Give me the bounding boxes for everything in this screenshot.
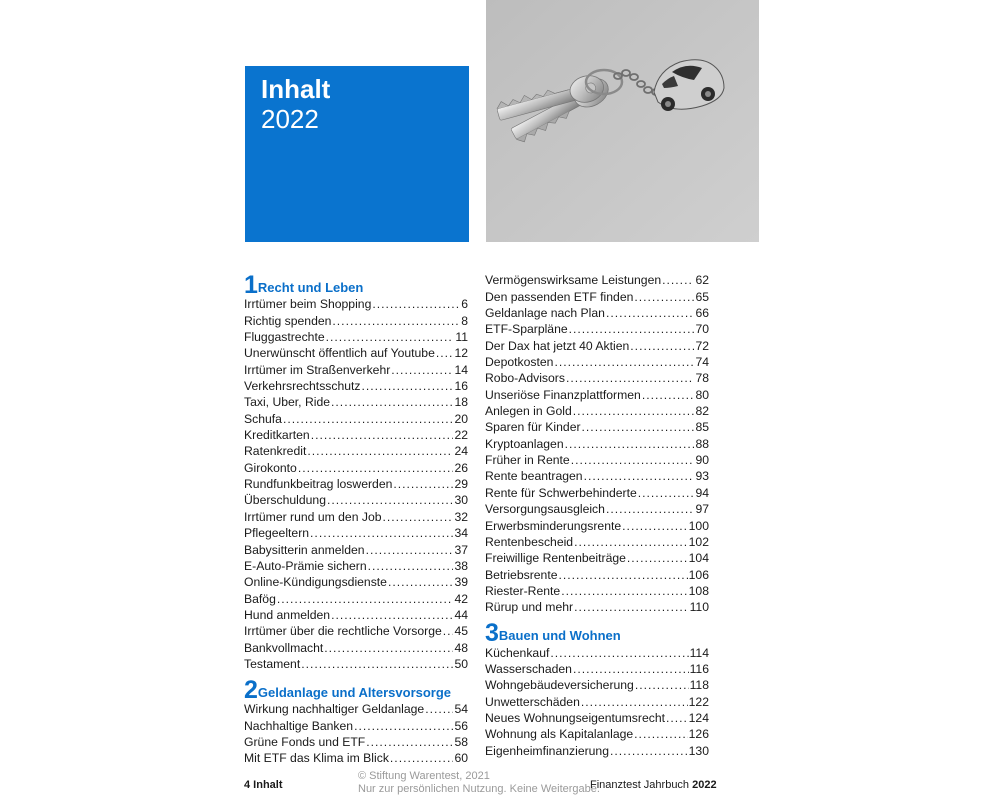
section-number: 2 <box>244 675 257 704</box>
toc-entry-title: Irrtümer im Straßenverkehr <box>244 362 391 377</box>
toc-entry-title: Depotkosten <box>485 355 554 370</box>
dot-leader <box>627 550 688 566</box>
toc-entry-page: 50 <box>454 656 468 671</box>
dot-leader <box>307 443 453 459</box>
toc-entry-title: Irrtümer rund um den Job <box>244 509 382 524</box>
toc-entry[interactable] <box>244 525 468 541</box>
toc-entry-page: 56 <box>454 718 468 733</box>
toc-entry-page: 30 <box>454 493 468 508</box>
toc-entry-page: 72 <box>695 338 709 353</box>
toc-entry-title: Unwetterschäden <box>485 694 580 709</box>
toc-entry-page: 60 <box>454 751 468 766</box>
toc-entry-title: Mit ETF das Klima im Blick <box>244 751 389 766</box>
toc-entry-page: 100 <box>688 518 709 533</box>
toc-entry-page: 74 <box>695 355 709 370</box>
dot-leader <box>581 694 688 710</box>
toc-entry-title: Eigenheimfinanzierung <box>485 743 609 758</box>
toc-entry-page: 97 <box>695 502 709 517</box>
toc-entry-title: Nachhaltige Banken <box>244 718 354 733</box>
keys-car-keychain-image <box>486 0 759 242</box>
toc-entry-page: 45 <box>454 624 468 639</box>
section-title: Geldanlage und Altersvorsorge <box>257 684 452 700</box>
toc-entry-page: 82 <box>695 404 709 419</box>
toc-entry[interactable] <box>485 534 709 550</box>
keys-photo <box>486 0 759 242</box>
toc-entry[interactable] <box>485 661 709 677</box>
toc-entry-page: 94 <box>695 485 709 500</box>
toc-entry[interactable] <box>485 693 709 709</box>
toc-entry-title: Erwerbsminderungsrente <box>485 518 622 533</box>
page-number-label: 4 Inhalt <box>244 779 283 791</box>
toc-entry[interactable] <box>244 378 468 394</box>
toc-entry[interactable] <box>244 734 468 750</box>
dot-leader <box>574 534 688 550</box>
toc-entry[interactable] <box>485 644 709 660</box>
toc-entry-title: Babysitterin anmelden <box>244 542 365 557</box>
toc-entry[interactable] <box>244 394 468 410</box>
dot-leader <box>324 640 453 656</box>
toc-entry-page: 126 <box>688 727 709 742</box>
toc-entry-title: Verkehrsrechtsschutz <box>244 379 361 394</box>
toc-entry-page: 44 <box>454 607 468 622</box>
dot-leader <box>635 677 689 693</box>
dot-leader <box>630 338 694 354</box>
toc-column-left <box>244 272 468 766</box>
dot-leader <box>584 468 695 484</box>
dot-leader <box>606 305 695 321</box>
dot-leader <box>277 591 454 607</box>
dot-leader <box>366 734 453 750</box>
toc-entry[interactable] <box>244 459 468 475</box>
toc-entry-page: 16 <box>454 379 468 394</box>
toc-entry[interactable] <box>244 574 468 590</box>
toc-entry-page: 116 <box>689 661 709 676</box>
dot-leader <box>372 296 460 312</box>
toc-entry-title: Irrtümer beim Shopping <box>244 297 372 312</box>
toc-entry[interactable] <box>244 296 468 312</box>
dot-leader <box>354 718 453 734</box>
toc-entry-page: 124 <box>688 710 709 725</box>
toc-entry-page: 39 <box>454 575 468 590</box>
toc-entry[interactable] <box>485 677 709 693</box>
toc-entry-title: Fluggastrechte <box>244 330 325 345</box>
toc-entry[interactable] <box>244 443 468 459</box>
toc-entry-page: 34 <box>454 526 468 541</box>
toc-entry[interactable] <box>485 566 709 582</box>
dot-leader <box>390 750 454 766</box>
toc-entry-page: 37 <box>454 542 468 557</box>
section-title: Bauen und Wohnen <box>498 628 621 644</box>
dot-leader <box>662 272 694 288</box>
toc-entry-page: 38 <box>454 558 468 573</box>
dot-leader <box>634 726 687 742</box>
dot-leader <box>550 645 688 661</box>
publication-year: 2022 <box>692 779 717 791</box>
toc-entry-page: 12 <box>454 346 468 361</box>
dot-leader <box>331 607 453 623</box>
toc-entry-page: 18 <box>454 395 468 410</box>
toc-entry[interactable] <box>485 517 709 533</box>
dot-leader <box>582 419 695 435</box>
dot-leader <box>559 567 688 583</box>
toc-entry-page: 20 <box>454 411 468 426</box>
toc-entry-title: Bankvollmacht <box>244 640 324 655</box>
toc-entry-title: Anlegen in Gold <box>485 404 572 419</box>
page-title: Inhalt <box>261 74 331 104</box>
toc-entry-page: 88 <box>695 436 709 451</box>
publication-name: Finanztest Jahrbuch <box>590 779 690 791</box>
toc-entry-page: 32 <box>454 509 468 524</box>
toc-entry-title: Den passenden ETF finden <box>485 289 634 304</box>
dot-leader <box>573 403 695 419</box>
toc-entry-page: 22 <box>454 428 468 443</box>
toc-entry-title: Vermögenswirksame Leistungen <box>485 273 662 288</box>
toc-column-right <box>485 272 709 759</box>
toc-entry-title: Sparen für Kinder <box>485 420 581 435</box>
toc-entry-page: 108 <box>688 583 709 598</box>
toc-entry-page: 78 <box>695 371 709 386</box>
dot-leader <box>443 623 454 639</box>
toc-entry-title: Rente für Schwerbehinderte <box>485 485 637 500</box>
toc-entry[interactable] <box>485 501 709 517</box>
toc-entry[interactable] <box>244 750 468 766</box>
toc-entry-title: Früher in Rente <box>485 453 570 468</box>
toc-entry-page: 114 <box>689 645 709 660</box>
toc-entry[interactable] <box>485 403 709 419</box>
toc-entry-title: E-Auto-Prämie sichern <box>244 558 367 573</box>
dot-leader <box>301 656 453 672</box>
toc-entry[interactable] <box>485 710 709 726</box>
toc-entry-page: 11 <box>455 330 468 345</box>
dot-leader <box>554 354 694 370</box>
toc-entry-title: Wohngebäudeversicherung <box>485 678 634 693</box>
toc-entry[interactable] <box>485 599 709 615</box>
toc-entry[interactable] <box>485 484 709 500</box>
dot-leader <box>606 501 695 517</box>
toc-entry-title: Hund anmelden <box>244 607 331 622</box>
toc-entry-title: Wirkung nachhaltiger Geldanlage <box>244 702 425 717</box>
toc-entry-title: Girokonto <box>244 460 297 475</box>
toc-entry[interactable] <box>485 354 709 370</box>
toc-entry[interactable] <box>485 337 709 353</box>
dot-leader <box>311 427 454 443</box>
dot-leader <box>634 289 694 305</box>
toc-entry-title: Riester-Rente <box>485 583 561 598</box>
toc-entry-page: 106 <box>688 567 709 582</box>
toc-entry[interactable] <box>485 419 709 435</box>
toc-entry-title: Taxi, Uber, Ride <box>244 395 331 410</box>
section-heading <box>244 271 468 299</box>
toc-entry-title: Robo-Advisors <box>485 371 565 386</box>
dot-leader <box>425 701 453 717</box>
toc-entry-page: 54 <box>454 702 468 717</box>
toc-entry-title: Rundfunkbeitrag loswerden <box>244 477 393 492</box>
dot-leader <box>436 345 454 361</box>
toc-entry[interactable] <box>485 726 709 742</box>
toc-entry-title: Unerwünscht öffentlich auf Youtube <box>244 346 435 361</box>
toc-entry-title: Wasserschaden <box>485 661 572 676</box>
section-number: 1 <box>244 271 257 299</box>
toc-entry[interactable] <box>485 272 709 288</box>
toc-entry-title: Rente beantragen <box>485 469 583 484</box>
dot-leader <box>642 387 695 403</box>
toc-entry-page: 58 <box>454 734 468 749</box>
toc-entry-page: 66 <box>695 306 709 321</box>
dot-leader <box>391 362 453 378</box>
dot-leader <box>610 743 688 759</box>
dot-leader <box>327 492 453 508</box>
toc-entry-title: Irrtümer über die rechtliche Vorsorge <box>244 624 442 639</box>
toc-entry-page: 130 <box>688 743 709 758</box>
toc-entry[interactable] <box>485 468 709 484</box>
toc-entry[interactable] <box>244 656 468 672</box>
page-year: 2022 <box>261 104 319 134</box>
toc-entry[interactable] <box>244 607 468 623</box>
dot-leader <box>574 599 688 615</box>
toc-entry-title: Grüne Fonds und ETF <box>244 734 366 749</box>
toc-entry-title: Testament <box>244 656 301 671</box>
toc-entry-title: Unseriöse Finanzplattformen <box>485 387 641 402</box>
toc-entry[interactable] <box>244 345 468 361</box>
toc-entry-page: 48 <box>454 640 468 655</box>
toc-entry-page: 110 <box>689 600 709 615</box>
toc-entry-title: Wohnung als Kapitalanlage <box>485 727 634 742</box>
dot-leader <box>366 542 454 558</box>
dot-leader <box>298 460 454 476</box>
toc-entry-page: 104 <box>688 551 709 566</box>
toc-entry-page: 62 <box>695 273 709 288</box>
toc-entry[interactable] <box>485 550 709 566</box>
dot-leader <box>331 394 453 410</box>
dot-leader <box>569 321 695 337</box>
section-title: Recht und Leben <box>257 280 364 295</box>
toc-entry[interactable] <box>244 410 468 426</box>
toc-entry[interactable] <box>244 508 468 524</box>
toc-entry-title: Küchenkauf <box>485 645 550 660</box>
copyright-line-1: © Stiftung Warentest, 2021 <box>358 770 490 782</box>
section-heading <box>244 675 468 704</box>
toc-entry[interactable] <box>485 742 709 758</box>
dot-leader <box>310 525 453 541</box>
toc-entry[interactable] <box>244 639 468 655</box>
toc-entry-page: 118 <box>689 678 709 693</box>
dot-leader <box>561 583 687 599</box>
toc-entry-page: 29 <box>454 477 468 492</box>
toc-entry[interactable] <box>485 288 709 304</box>
toc-entry[interactable] <box>244 427 468 443</box>
dot-leader <box>326 329 455 345</box>
toc-entry-page: 26 <box>454 460 468 475</box>
toc-entry-page: 14 <box>454 362 468 377</box>
toc-entry-page: 8 <box>461 313 468 328</box>
dot-leader <box>573 661 689 677</box>
dot-leader <box>368 558 454 574</box>
toc-entry-page: 85 <box>695 420 709 435</box>
toc-entry-title: Schufa <box>244 411 282 426</box>
dot-leader <box>566 370 695 386</box>
toc-entry[interactable] <box>485 452 709 468</box>
toc-entry[interactable] <box>244 558 468 574</box>
toc-entry[interactable] <box>485 583 709 599</box>
title-box <box>245 66 469 242</box>
toc-entry-title: Online-Kündigungsdienste <box>244 575 387 590</box>
section-number: 3 <box>485 619 498 648</box>
dot-leader <box>622 518 687 534</box>
toc-entry[interactable] <box>244 361 468 377</box>
toc-entry-title: Rürup und mehr <box>485 600 574 615</box>
toc-entry-page: 65 <box>695 289 709 304</box>
toc-entry-title: Kryptoanlagen <box>485 436 564 451</box>
toc-entry-title: Richtig spenden <box>244 313 332 328</box>
toc-entry-page: 93 <box>695 469 709 484</box>
toc-entry-page: 122 <box>688 694 709 709</box>
toc-entry[interactable] <box>244 590 468 606</box>
toc-entry[interactable] <box>244 476 468 492</box>
toc-entry[interactable] <box>244 623 468 639</box>
toc-entry[interactable] <box>244 717 468 733</box>
toc-entry-title: Betriebsrente <box>485 567 558 582</box>
copyright-line-2: Nur zur persönlichen Nutzung. Keine Weitergabe. <box>358 783 600 795</box>
toc-entry[interactable] <box>485 305 709 321</box>
dot-leader <box>383 509 454 525</box>
toc-entry[interactable] <box>485 370 709 386</box>
toc-entry-title: Versorgungsausgleich <box>485 502 605 517</box>
dot-leader <box>388 574 453 590</box>
toc-entry-page: 6 <box>461 297 468 312</box>
dot-leader <box>638 485 695 501</box>
toc-entry-title: ETF-Sparpläne <box>485 322 568 337</box>
toc-entry[interactable] <box>485 321 709 337</box>
toc-entry-page: 24 <box>454 444 468 459</box>
dot-leader <box>283 411 453 427</box>
toc-entry[interactable] <box>485 386 709 402</box>
toc-entry-title: Überschuldung <box>244 493 326 508</box>
copyright-notice <box>358 770 600 796</box>
toc-entry-title: Pflegeeltern <box>244 526 310 541</box>
dot-leader <box>332 313 460 329</box>
toc-entry-title: Ratenkredit <box>244 444 307 459</box>
section-heading <box>485 619 709 648</box>
dot-leader <box>393 476 453 492</box>
toc-entry-page: 70 <box>695 322 709 337</box>
toc-entry[interactable] <box>485 435 709 451</box>
toc-entry-page: 80 <box>695 387 709 402</box>
toc-entry-title: Kreditkarten <box>244 428 310 443</box>
toc-entry-title: Bafög <box>244 591 276 606</box>
toc-entry-title: Geldanlage nach Plan <box>485 306 605 321</box>
dot-leader <box>666 710 688 726</box>
dot-leader <box>565 436 695 452</box>
toc-entry-title: Freiwillige Rentenbeiträge <box>485 551 626 566</box>
toc-entry-title: Rentenbescheid <box>485 534 574 549</box>
dot-leader <box>571 452 695 468</box>
toc-entry[interactable] <box>244 541 468 557</box>
toc-entry[interactable] <box>244 701 468 717</box>
publication-label <box>590 779 717 791</box>
toc-entry-page: 90 <box>695 453 709 468</box>
toc-entry-title: Neues Wohnungseigentumsrecht <box>485 710 665 725</box>
toc-entry-page: 42 <box>454 591 468 606</box>
toc-entry[interactable] <box>244 329 468 345</box>
toc-entry-page: 102 <box>688 534 709 549</box>
dot-leader <box>362 378 454 394</box>
toc-entry[interactable] <box>244 492 468 508</box>
toc-entry[interactable] <box>244 312 468 328</box>
toc-entry-title: Der Dax hat jetzt 40 Aktien <box>485 338 630 353</box>
